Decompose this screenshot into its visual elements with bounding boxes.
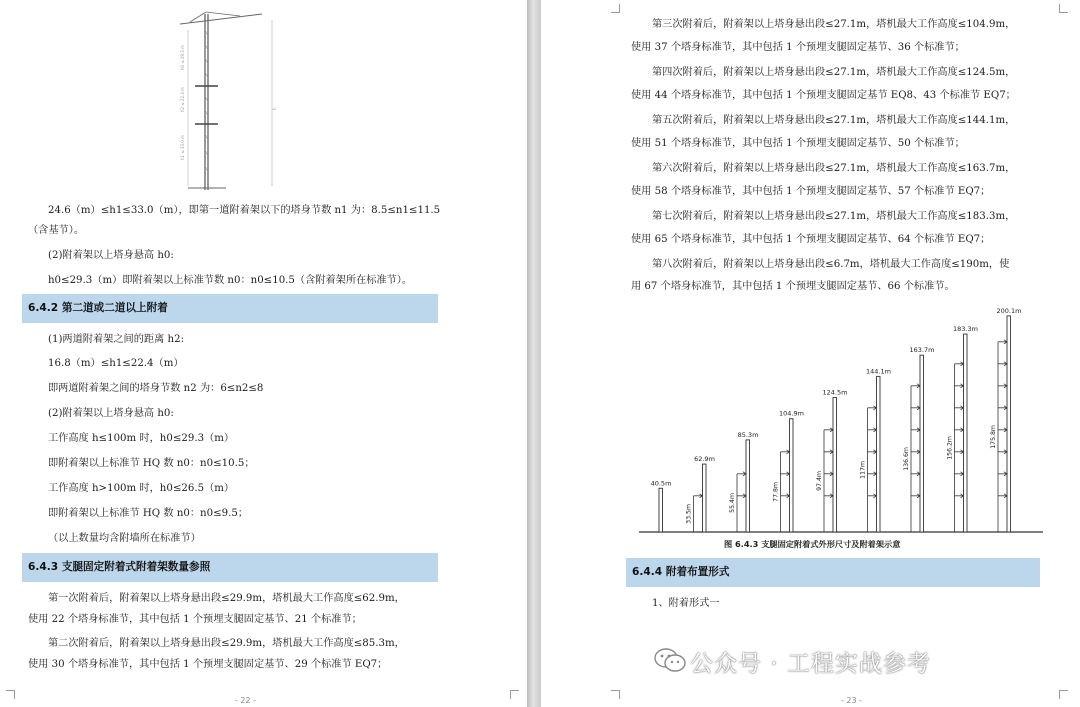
paragraph-line: （含基节）。 bbox=[28, 225, 85, 236]
tower-mast bbox=[746, 440, 750, 532]
list-item: 1、附着形式一 bbox=[652, 598, 720, 609]
list-item: (1)两道附着架之间的距离 h2: bbox=[48, 334, 185, 345]
tower-height-label: 124.5m bbox=[822, 388, 848, 397]
dimension-label: 55.4m bbox=[729, 493, 736, 513]
page-number: - 23 - bbox=[841, 696, 863, 705]
tower-mast bbox=[920, 355, 924, 532]
list-item: 即附着架以上标准节 HQ 数 n0：n0≤10.5； bbox=[48, 458, 255, 469]
paragraph-line: 第八次附着后，附着架以上塔身悬出段≤6.7m，塔机最大工作高度≤190m，使 bbox=[652, 259, 1010, 270]
tower-height-label: 200.1m bbox=[996, 306, 1022, 315]
tower-crane-drawing bbox=[0, 0, 527, 200]
tower-height-label: 85.3m bbox=[737, 430, 759, 439]
tower-mast bbox=[703, 464, 707, 532]
page-number: - 22 - bbox=[235, 696, 257, 705]
paragraph-line: 用 67 个塔身标准节，其中包括 1 个预埋支腿固定基节、66 个标准节。 bbox=[631, 281, 955, 292]
paragraph-line: 使用 65 个塔身标准节，其中包括 1 个预埋支腿固定基节、64 个标准节 EQ7； bbox=[631, 234, 991, 245]
paragraph-line: 第七次附着后，附着架以上塔身悬出段≤27.1m，塔机最大工作高度≤183.3m， bbox=[652, 211, 1016, 222]
tower-mast bbox=[877, 376, 881, 532]
section-heading-6-4-3: 6.4.3 支腿固定附着式附着架数量参照 bbox=[22, 553, 438, 582]
tower-mast bbox=[833, 398, 837, 532]
dimension-label: 156.2m bbox=[946, 436, 954, 460]
left-page bbox=[0, 0, 527, 707]
page-corner-mark bbox=[510, 690, 519, 699]
page-corner-mark bbox=[1059, 4, 1068, 13]
dimension-label: 97.4m bbox=[816, 471, 823, 491]
list-item: (2)附着架以上塔身悬高 h0: bbox=[48, 408, 174, 419]
page-corner-mark bbox=[611, 690, 620, 699]
list-item: 即两道附着架之间的塔身节数 n2 为：6≤n2≤8 bbox=[48, 383, 264, 394]
right-page bbox=[541, 0, 1080, 707]
figure-caption: 图 6.4.3 支腿固定附着式外形尺寸及附着架示意 bbox=[724, 539, 901, 549]
list-item: 使用 30 个塔身标准节，其中包括 1 个预埋支腿固定基节、29 个标准节 EQ7； bbox=[28, 659, 388, 670]
tower-height-label: 40.5m bbox=[650, 479, 672, 488]
list-item: 工作高度 h>100m 时，h0≤26.5（m） bbox=[48, 483, 235, 494]
page-corner-mark bbox=[1059, 690, 1068, 699]
paragraph-line: 使用 44 个塔身标准节，其中包括 1 个预埋支腿固定基节 EQ8、43 个标准节 EQ7； bbox=[631, 90, 1016, 101]
tower-attachment-figure bbox=[631, 296, 1051, 546]
list-item: 第二次附着后，附着架以上塔身悬出段≤29.9m，塔机最大工作高度≤85.3m， bbox=[48, 638, 405, 649]
section-heading-6-4-2: 6.4.2 第二道或二道以上附着 bbox=[22, 294, 438, 323]
dimension-label: 117m bbox=[859, 460, 867, 479]
svg-text:h0 ≤ 29.3 m: h0 ≤ 29.3 m bbox=[180, 44, 185, 70]
tower-height-label: 144.1m bbox=[866, 367, 891, 376]
paragraph-line: 第三次附着后，附着架以上塔身悬出段≤27.1m，塔机最大工作高度≤104.9m， bbox=[652, 19, 1016, 30]
dimension-label: 33.5m bbox=[685, 504, 693, 524]
paragraph-line: 第四次附着后，附着架以上塔身悬出段≤27.1m，塔机最大工作高度≤124.5m， bbox=[652, 67, 1016, 78]
dimension-label: 77.8m bbox=[772, 482, 780, 502]
tower-height-label: 163.7m bbox=[909, 346, 935, 355]
list-item: （以上数量均含附墙所在标准节） bbox=[48, 533, 201, 544]
svg-text:h: h bbox=[272, 107, 277, 110]
tower-mast bbox=[1007, 316, 1011, 532]
tower-height-label: 183.3m bbox=[953, 325, 978, 334]
tower-height-label: 62.9m bbox=[694, 455, 715, 464]
paragraph-line: 第六次附着后，附着架以上塔身悬出段≤27.1m，塔机最大工作高度≤163.7m， bbox=[652, 163, 1016, 174]
list-item: 即附着架以上标准节 HQ 数 n0：n0≤9.5； bbox=[48, 508, 249, 519]
dimension-label: 175.8m bbox=[990, 425, 997, 449]
paragraph-line: 使用 51 个塔身标准节，其中包括 1 个预埋支腿固定基节、50 个标准节； bbox=[631, 138, 965, 149]
paragraph-line: 使用 37 个塔身标准节，其中包括 1 个预埋支腿固定基节、36 个标准节； bbox=[631, 42, 965, 53]
tower-mast bbox=[790, 419, 794, 532]
wechat-icon bbox=[653, 646, 687, 674]
page-gutter bbox=[527, 0, 541, 707]
list-item: 工作高度 h≤100m 时，h0≤29.3（m） bbox=[48, 433, 235, 444]
svg-text:h2 ≤ 22.4 m: h2 ≤ 22.4 m bbox=[180, 86, 185, 112]
dimension-label: 136.6m bbox=[903, 447, 910, 471]
svg-text:h1 ≤ 33.0 m: h1 ≤ 33.0 m bbox=[180, 134, 185, 160]
section-heading-6-4-4: 6.4.4 附着布置形式 bbox=[626, 558, 1040, 587]
list-item: 16.8（m）≤h1≤22.4（m） bbox=[48, 358, 184, 369]
paragraph-line: 使用 58 个塔身标准节，其中包括 1 个预埋支腿固定基节、57 个标准节 EQ7； bbox=[631, 186, 991, 197]
paragraph-line: h0≤29.3（m）即附着架以上标准节数 n0：n0≤10.5（含附着架所在标准节）。 bbox=[48, 275, 413, 286]
paragraph-line: 24.6（m）≤h1≤33.0（m），即第一道附着架以下的塔身节数 n1 为：8.5≤n1≤11.5 bbox=[48, 205, 441, 216]
paragraph-line: (2)附着架以上塔身悬高 h0: bbox=[48, 250, 174, 261]
tower-height-label: 104.9m bbox=[779, 409, 804, 418]
page-corner-mark bbox=[6, 690, 15, 699]
paragraph-line: 第五次附着后，附着架以上塔身悬出段≤27.1m，塔机最大工作高度≤144.1m， bbox=[652, 115, 1016, 126]
page-corner-mark bbox=[611, 4, 620, 13]
watermark-text: 公众号 · 工程实战参考 bbox=[690, 651, 931, 677]
tower-mast bbox=[659, 488, 663, 532]
list-item: 第一次附着后，附着架以上塔身悬出段≤29.9m，塔机最大工作高度≤62.9m， bbox=[48, 593, 405, 604]
list-item: 使用 22 个塔身标准节，其中包括 1 个预埋支腿固定基节、21 个标准节； bbox=[28, 614, 362, 625]
